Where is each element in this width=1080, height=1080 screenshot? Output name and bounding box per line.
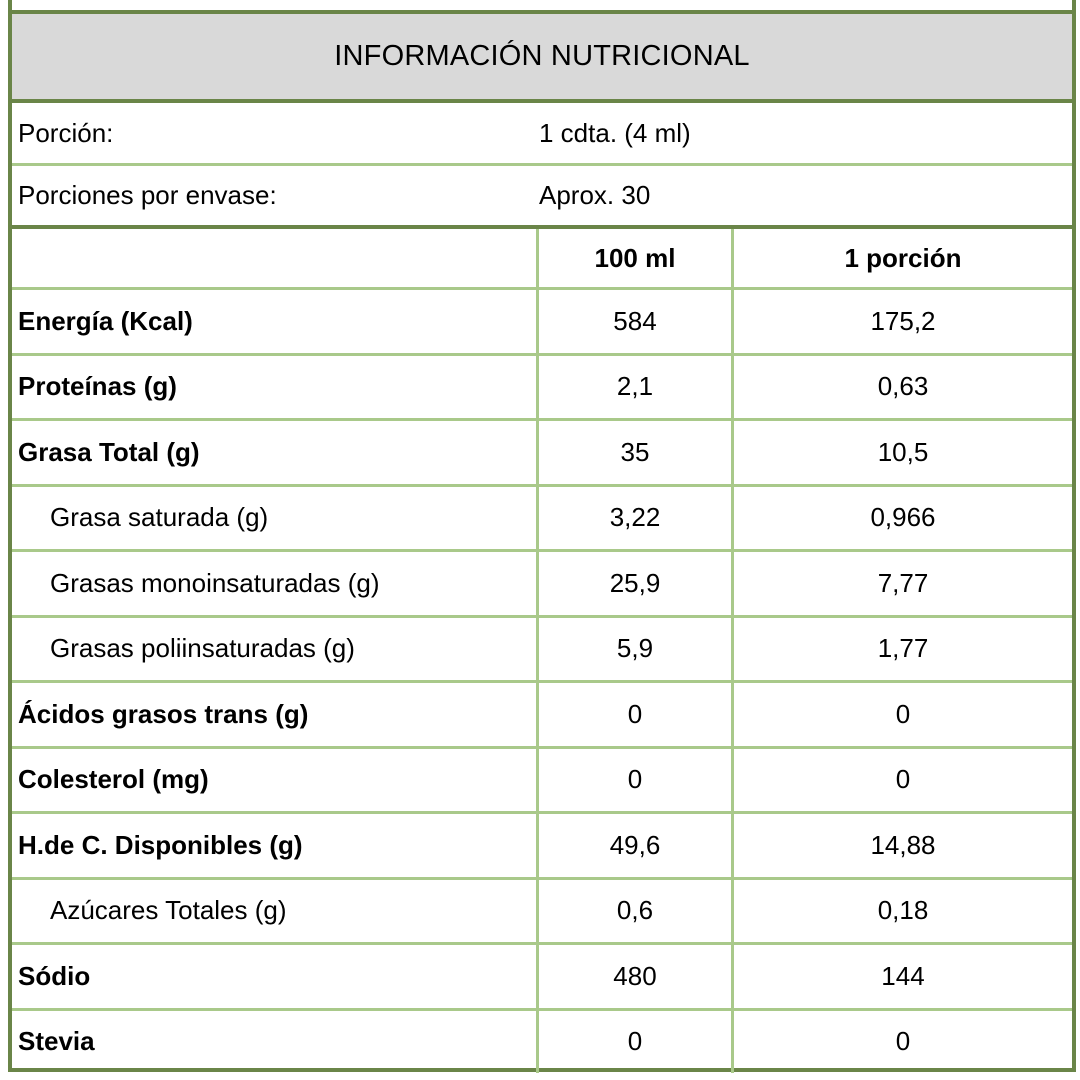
value-per-serving: 144 (733, 944, 1073, 1010)
serving-size-value: 1 cdta. (4 ml) (539, 117, 691, 148)
value-per-serving: 175,2 (733, 289, 1073, 355)
value-per-100ml: 480 (538, 944, 733, 1010)
value-per-100ml: 0 (538, 682, 733, 748)
value-per-100ml: 0 (538, 1009, 733, 1073)
nutrient-name: Azúcares Totales (g) (12, 878, 538, 944)
top-border-strip (12, 0, 1072, 14)
value-per-serving: 1,77 (733, 616, 1073, 682)
nutrient-name: Proteínas (g) (12, 354, 538, 420)
nutrient-name: Grasas poliinsaturadas (g) (12, 616, 538, 682)
table-row-monounsaturated-fat (12, 551, 1072, 617)
value-per-serving: 0 (733, 747, 1073, 813)
nutrient-name: Sódio (12, 944, 538, 1010)
servings-per-container-row (12, 166, 1072, 229)
nutrient-name: Stevia (18, 1026, 95, 1057)
table-row-total-sugars (12, 878, 1072, 944)
table-header-row (12, 229, 1072, 289)
servings-per-container-value: Aprox. 30 (539, 180, 651, 210)
serving-size-row (12, 103, 1072, 166)
nutrient-name: Grasas monoinsaturadas (g) (12, 551, 538, 617)
value-per-serving: 7,77 (733, 551, 1073, 617)
value-per-100ml: 35 (538, 420, 733, 486)
nutrient-name: Grasa saturada (g) (12, 485, 538, 551)
table-row-carbohydrates (12, 813, 1072, 879)
value-per-100ml: 25,9 (538, 551, 733, 617)
table-row-polyunsaturated-fat (12, 616, 1072, 682)
value-per-100ml: 49,6 (538, 813, 733, 879)
table-row-sodium (12, 944, 1072, 1010)
value-per-100ml: 5,9 (538, 616, 733, 682)
value-per-100ml: 584 (538, 289, 733, 355)
value-per-serving: 0 (733, 1009, 1073, 1073)
header-per-100ml: 100 ml (538, 229, 733, 289)
nutrient-name: Colesterol (mg) (12, 747, 538, 813)
value-per-100ml: 2,1 (538, 354, 733, 420)
value-per-serving: 0,966 (733, 485, 1073, 551)
value-per-serving: 14,88 (733, 813, 1073, 879)
nutrient-name: Ácidos grasos trans (g) (12, 682, 538, 748)
table-row-cholesterol (12, 747, 1072, 813)
header-nutrient-cell (12, 229, 538, 289)
value-per-100ml: 0 (538, 747, 733, 813)
value-per-serving: 0 (733, 682, 1073, 748)
serving-size-label: Porción: (18, 117, 114, 148)
nutrient-name: Grasa Total (g) (12, 420, 538, 486)
nutrition-facts-panel (8, 0, 1076, 1072)
nutrient-name: H.de C. Disponibles (g) (12, 813, 538, 879)
value-per-serving: 0,18 (733, 878, 1073, 944)
table-row-energy (12, 289, 1072, 355)
table-row-total-fat (12, 420, 1072, 486)
servings-per-container-label: Porciones por envase: (18, 180, 277, 210)
table-row-stevia (12, 1009, 1072, 1073)
nutrient-name: Energía (Kcal) (12, 289, 538, 355)
table-row-trans-fat (12, 682, 1072, 748)
table-row-saturated-fat (12, 485, 1072, 551)
header-per-serving: 1 porción (733, 229, 1073, 289)
value-per-serving: 10,5 (733, 420, 1073, 486)
nutrition-title: INFORMACIÓN NUTRICIONAL (12, 14, 1072, 103)
table-row-protein (12, 354, 1072, 420)
value-per-100ml: 3,22 (538, 485, 733, 551)
value-per-serving: 0,63 (733, 354, 1073, 420)
nutrient-table (12, 229, 1072, 1073)
value-per-100ml: 0,6 (538, 878, 733, 944)
